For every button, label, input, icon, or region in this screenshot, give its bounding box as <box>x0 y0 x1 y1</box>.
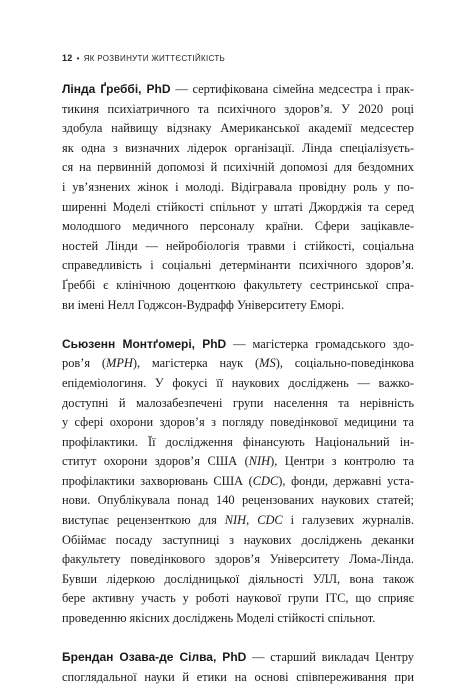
text-line: Сьюзенн Монтґомері, PhD — магістерка громадського здо- <box>62 336 414 351</box>
running-head <box>62 53 225 63</box>
text-line: справедливість і соціальні детермінанти психічного здоров’я. <box>62 258 414 273</box>
text-line: епідеміологиня. У фокусі її наукових досліджень — важко- <box>62 375 414 390</box>
bio-paragraph-grabbe <box>62 80 414 315</box>
text-line: ся на первинній допомозі й психічній допомозі для бездомних <box>62 160 414 175</box>
text-line: проведенню якісних досліджень Моделі стійкості спільнот. <box>62 611 376 626</box>
text-line: ширенні Моделі стійкості спільнот у штаті Джорджія та серед <box>62 199 414 214</box>
text-line: виступає рецензенткою для NIH, CDC і галузевих журналів. <box>62 513 414 528</box>
text-line: і ув’язнених жінок і молоді. Відігравала провідну роль у по- <box>62 179 414 194</box>
text-line: нови. Опублікувала понад 140 рецензованих наукових статей; <box>62 493 414 508</box>
text-line: доступні й малозабезпечені групи населення та нерівність <box>62 395 414 410</box>
text-line: бере активну участь у роботі наукової групи ІТС, що сприяє <box>62 591 414 606</box>
text-line: у сфері охорони здоров’я з погляду поведінкової медицини та <box>62 415 414 430</box>
bio-paragraph-montgomery <box>62 335 414 629</box>
text-line: профілактики захворювань США (CDC), фонди, державні уста- <box>62 473 414 488</box>
page-number: 12 <box>62 53 73 63</box>
text-line: як одна з визначних лідерок організації. Лінда спеціалізуєть- <box>62 140 414 155</box>
text-line: споглядальної науки й етики на основі співпереживання при <box>62 669 414 684</box>
text-line: Брендан Озава-де Сілва, PhD — старший викладач Центру <box>62 650 414 665</box>
person-name: Сьюзенн Монтґомері, PhD <box>62 336 227 351</box>
text-line: тикиня психіатричного та психічного здоров’я. У 2020 році <box>62 101 414 116</box>
text-line: ви імені Нелл Годжсон-Вудрафф Університету Еморі. <box>62 297 345 312</box>
text-line: профілактики. Її дослідження фінансують Національний ін- <box>62 434 414 449</box>
person-name: Лінда Ґреббі, PhD <box>62 82 171 96</box>
text-line: здобула найвищу відзнаку Американської академії медсестер <box>62 121 414 136</box>
text-line: ностей Лінди — нейробіологія травми і стійкості, соціальна <box>62 238 414 253</box>
text-line: ров’я (MPH), магістерка наук (MS), соціально-поведінкова <box>62 356 414 371</box>
running-head-separator: • <box>76 54 80 63</box>
text-line: Ґреббі є клінічною доценткою факультету сестринської спра- <box>62 277 414 292</box>
bio-paragraph-ozawa-de-silva <box>62 648 414 687</box>
text-line: ститут охорони здоров’я США (NIH), Центри з контролю та <box>62 454 414 469</box>
body-text <box>62 80 414 687</box>
text-line: Бувши лідеркою дослідницької діяльності УЛЛ, вона також <box>62 571 414 586</box>
text-line: Обіймає посаду заступниці з наукових досліджень деканки <box>62 532 414 547</box>
text-line: молодшого медичного персоналу країни. Сфери зацікавле- <box>62 219 414 234</box>
text-line: факультету поведінкового здоров’я Університету Лома-Лінда. <box>62 552 414 567</box>
person-name: Брендан Озава-де Сілва, PhD <box>62 650 247 665</box>
text-line: Лінда Ґреббі, PhD — сертифікована сімейна медсестра і прак- <box>62 82 414 96</box>
running-head-title: ЯК РОЗВИНУТИ ЖИТТЄСТІЙКІСТЬ <box>83 54 226 63</box>
